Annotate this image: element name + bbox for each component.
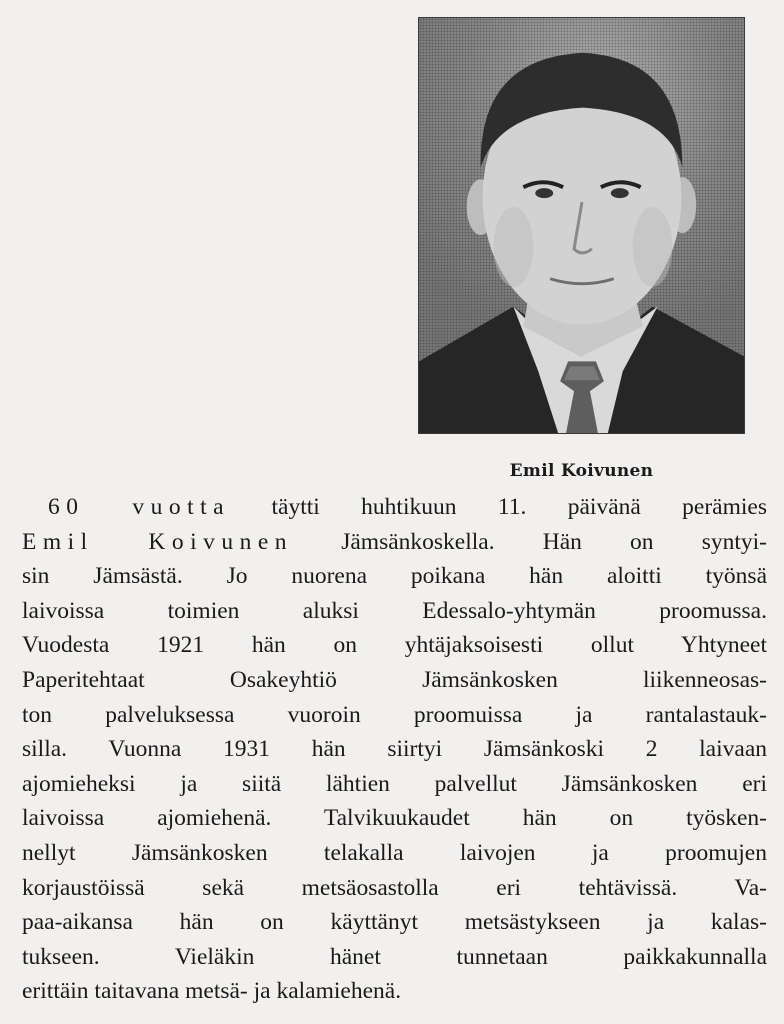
article-line: Vuodesta 1921 hän on yhtäjaksoisesti ollut Yhtyneet xyxy=(22,632,767,659)
photo-caption: Emil Koivunen xyxy=(509,461,654,481)
article-line: korjaustöissä sekä metsäosastolla eri tehtävissä. Va- xyxy=(22,874,767,901)
article-line: laivoissa toimien aluksi Edessalo-yhtymän proomussa. xyxy=(22,597,767,624)
article-line xyxy=(22,525,767,560)
article-line: silla. Vuonna 1931 hän siirtyi Jämsänkoski 2 laivaan xyxy=(22,736,767,763)
article-line: nellyt Jämsänkosken telakalla laivojen ja proomujen xyxy=(22,839,767,866)
article-line: erittäin taitavana metsä- ja kalamiehenä. xyxy=(22,978,402,1005)
article-line: Paperitehtaat Osakeyhtiö Jämsänkosken liikenneosas- xyxy=(22,666,767,693)
article-line: laivoissa ajomiehenä. Talvikuukaudet hän on työsken- xyxy=(22,805,767,832)
article-line: tukseen. Vieläkin hänet tunnetaan paikkakunnalla xyxy=(22,943,767,970)
highlight-name: Emil Koivunen xyxy=(22,528,294,555)
article-line: sin Jämsästä. Jo nuorena poikana hän aloitti työnsä xyxy=(22,563,767,590)
portrait-photo xyxy=(418,17,745,434)
highlight-age: 60 vuotta xyxy=(48,494,231,520)
article-line: paa-aikansa hän on käyttänyt metsästykseen ja kalas- xyxy=(22,909,767,936)
article-body xyxy=(22,490,767,1009)
line-text: Jämsänkoskella. Hän on syntyi- xyxy=(293,528,767,555)
line-text: täytti huhtikuun 11. päivänä perämies xyxy=(230,494,767,520)
portrait-illustration xyxy=(419,18,744,433)
article-line xyxy=(22,490,767,525)
article-line: ajomieheksi ja siitä lähtien palvellut Jämsänkosken eri xyxy=(22,770,767,797)
article-line: ton palveluksessa vuoroin proomuissa ja rantalastauk- xyxy=(22,701,767,728)
